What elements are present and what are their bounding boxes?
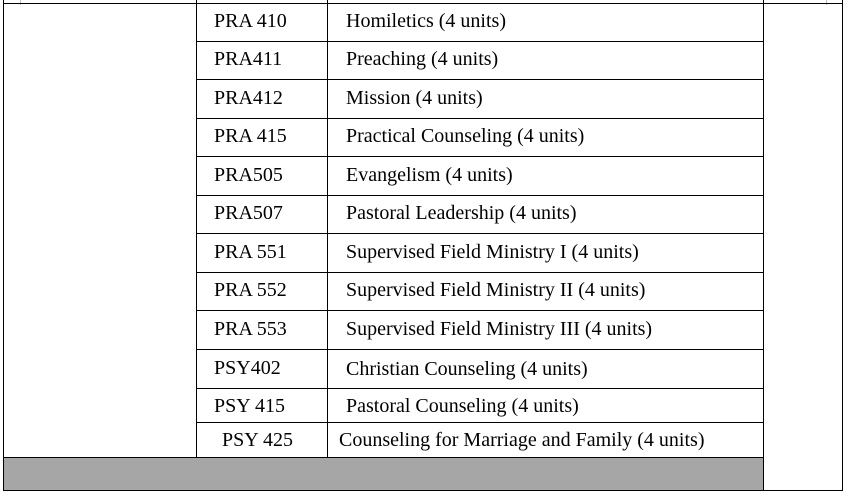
course-code: PSY 425 [222,429,293,451]
row-divider [197,79,764,80]
row-divider [197,156,764,157]
table-top-border [3,3,843,4]
course-title: Supervised Field Ministry I (4 units) [346,241,639,263]
course-title: Preaching (4 units) [346,48,499,70]
course-code: PRA 410 [214,10,287,32]
course-code: PRA 415 [214,125,287,147]
course-code: PRA 553 [214,318,287,340]
row-divider [197,422,764,423]
row-divider [197,233,764,234]
row-divider [197,349,764,350]
course-title: Supervised Field Ministry II (4 units) [346,279,646,301]
course-title: Counseling for Marriage and Family (4 units) [339,429,705,451]
course-title: Pastoral Leadership (4 units) [346,202,577,224]
row-divider [197,118,764,119]
table-border-left [3,0,4,491]
footer-row-top-border [3,457,764,458]
course-code: PRA505 [214,164,283,186]
column-divider-1 [196,0,197,458]
row-divider [197,388,764,389]
row-divider [197,195,764,196]
course-title: Evangelism (4 units) [346,164,513,186]
course-code: PRA412 [214,87,283,109]
course-title: Supervised Field Ministry III (4 units) [346,318,653,340]
column-divider-3 [763,0,764,491]
course-title: Homiletics (4 units) [346,10,506,32]
course-code: PSY 415 [214,395,285,417]
row-divider [197,272,764,273]
table-border-right [842,0,843,491]
footer-shaded-row [4,458,763,490]
course-title: Mission (4 units) [346,87,483,109]
course-code: PRA 552 [214,279,287,301]
course-code: PRA 551 [214,241,287,263]
course-code: PRA507 [214,202,283,224]
row-divider [197,310,764,311]
course-code: PSY402 [214,357,281,379]
row-divider [197,41,764,42]
course-title: Practical Counseling (4 units) [346,125,585,147]
column-divider-2 [327,0,328,458]
course-code: PRA411 [214,48,283,70]
course-title: Pastoral Counseling (4 units) [346,395,579,417]
table-bottom-border [3,490,843,491]
course-title: Christian Counseling (4 units) [346,358,588,380]
